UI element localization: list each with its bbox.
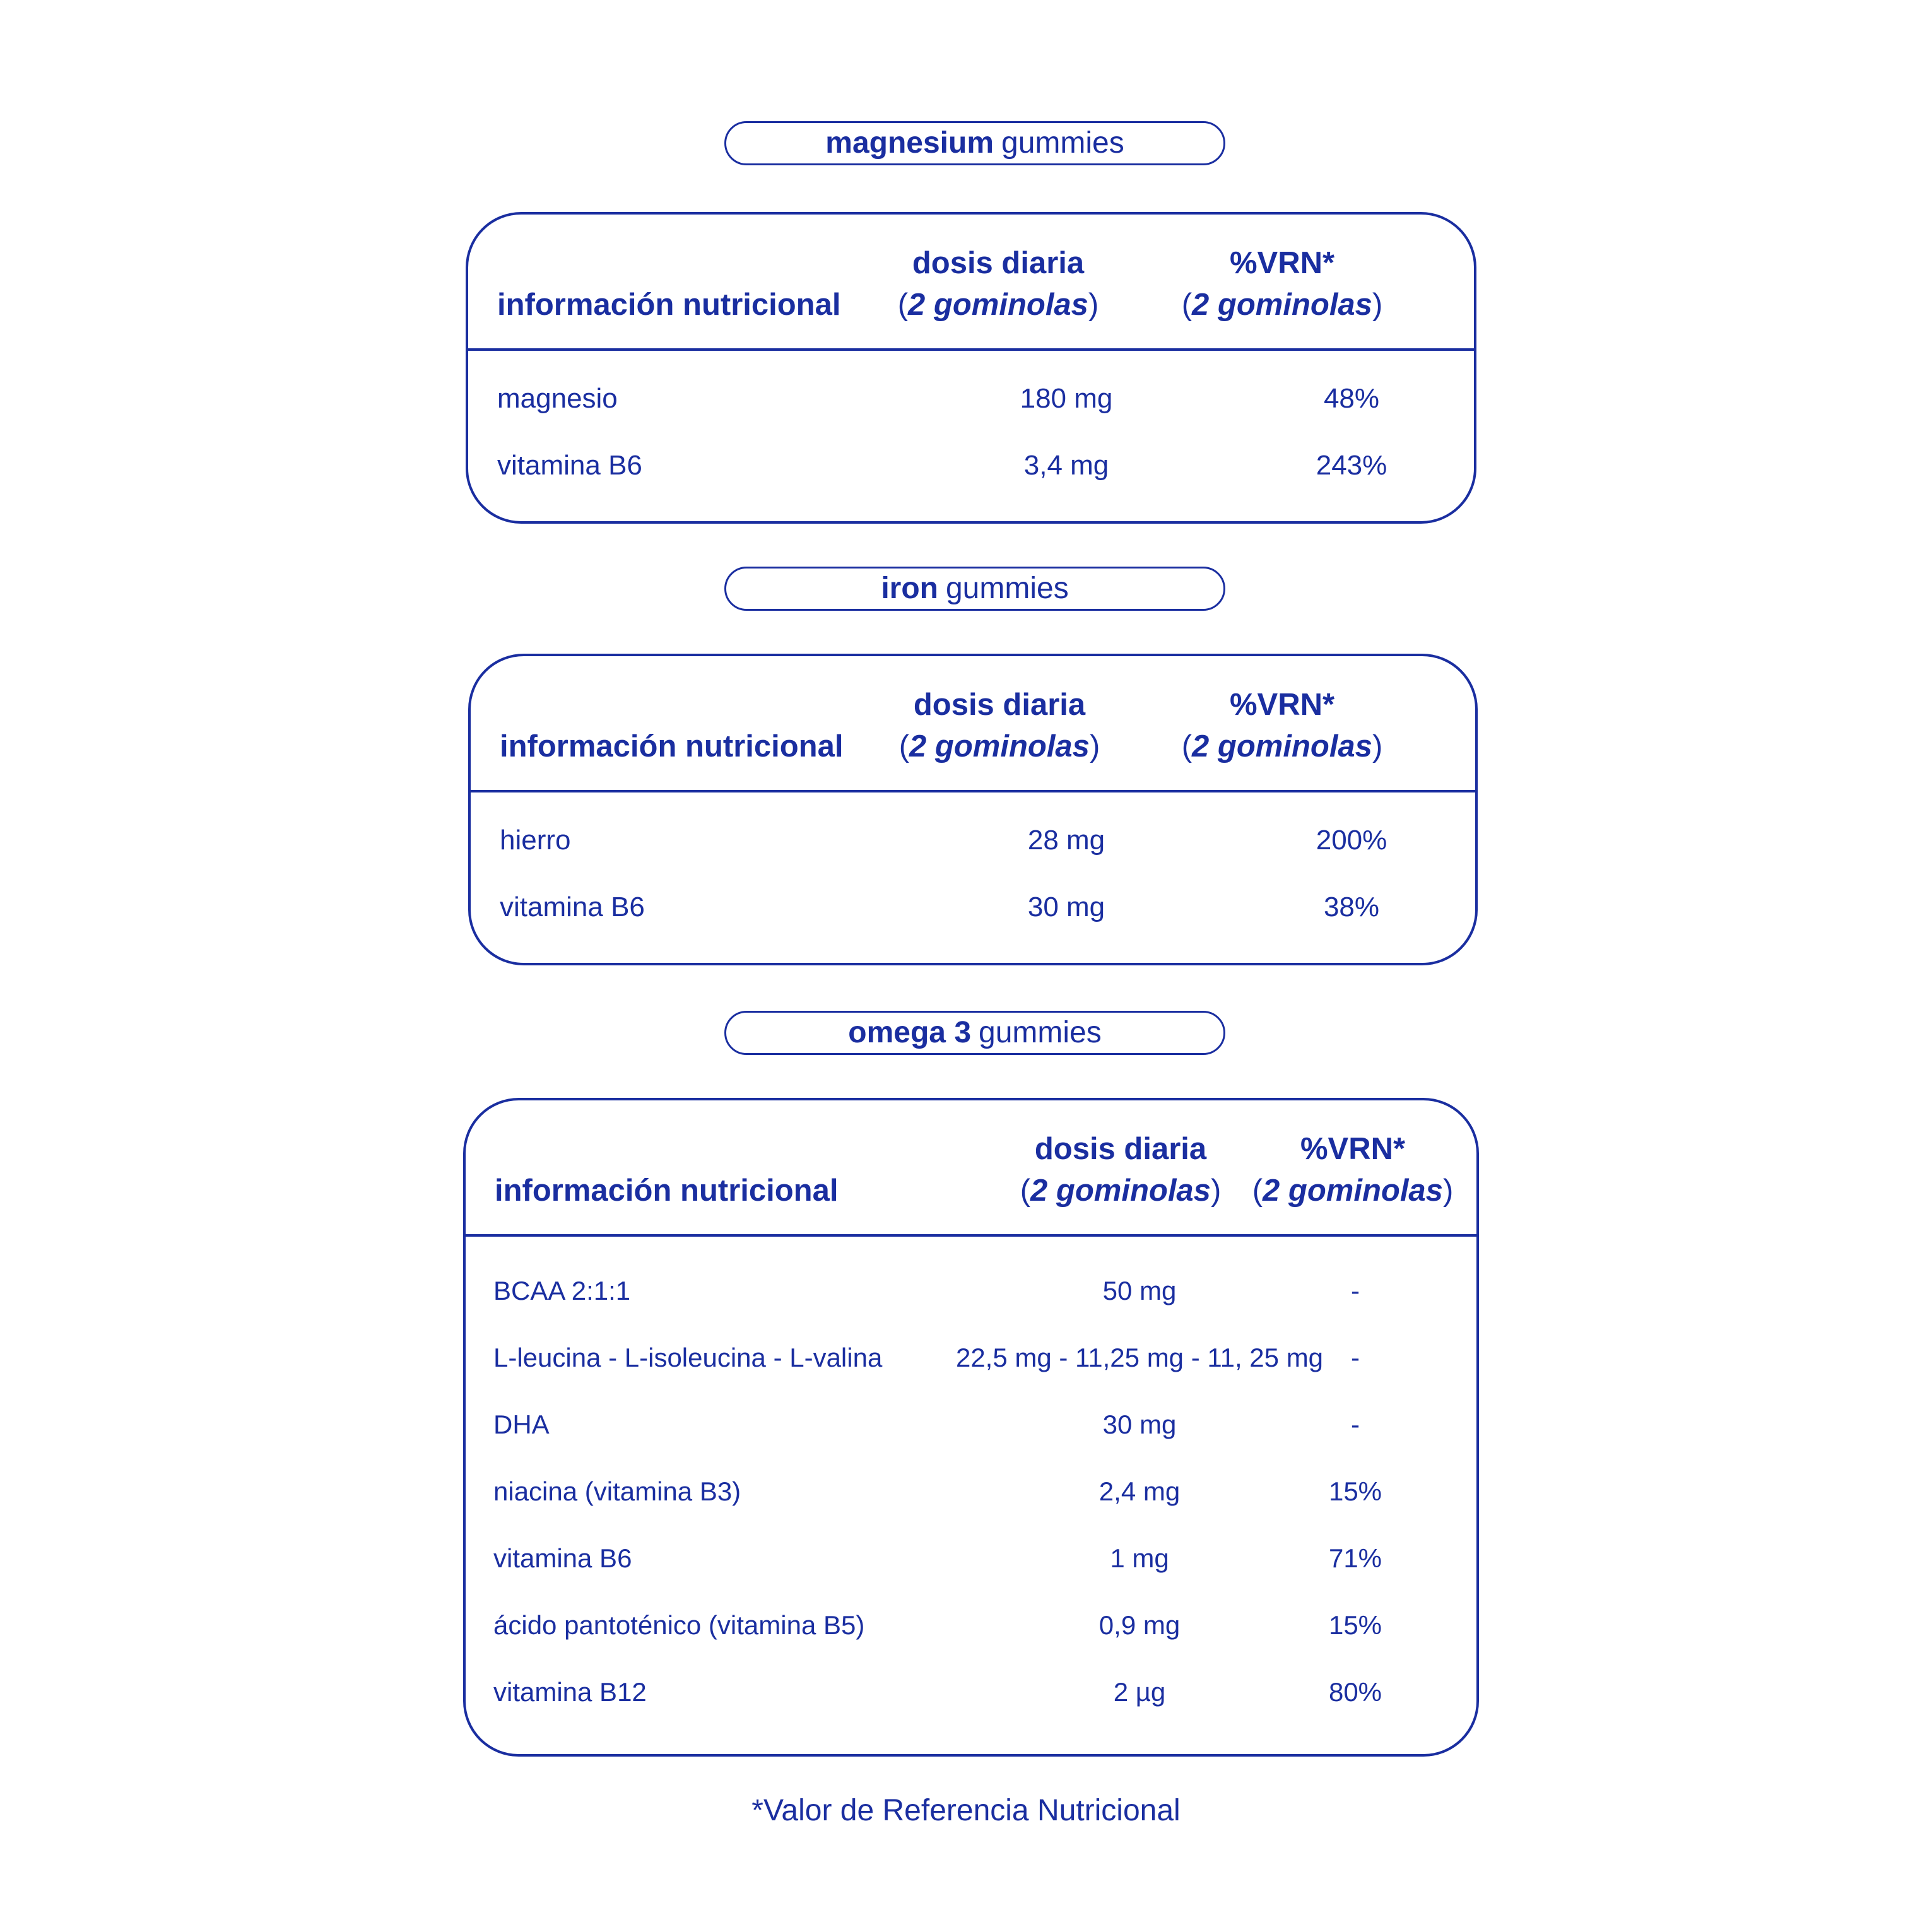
header-label: información nutricional xyxy=(500,729,844,763)
header-dose-sub: 2 gominolas xyxy=(1030,1174,1211,1208)
nutrient-name: ácido pantoténico (vitamina B5) xyxy=(493,1610,865,1640)
header-dose-title: dosis diaria xyxy=(912,246,1085,280)
nutrient-dose: 30 mg xyxy=(1027,892,1105,922)
header-vrn-title: %VRN* xyxy=(1229,246,1335,280)
header-dose: dosis diaria (2 gominolas) xyxy=(1007,1128,1234,1211)
header-vrn: %VRN* (2 gominolas) xyxy=(1239,1128,1466,1211)
nutrient-dose: 28 mg xyxy=(1027,825,1105,856)
header-vrn-sub: 2 gominolas xyxy=(1192,288,1372,322)
nutrient-vrn: 15% xyxy=(1328,1476,1382,1506)
nutrient-name: vitamina B12 xyxy=(493,1677,647,1707)
nutrition-table-magnesium xyxy=(466,212,1476,524)
section-title-rest: gummies xyxy=(979,1016,1102,1049)
header-vrn: %VRN* (2 gominolas) xyxy=(1143,242,1421,326)
section-title-iron xyxy=(724,567,1225,611)
table-row xyxy=(466,1406,1476,1444)
nutrient-dose: 0,9 mg xyxy=(1099,1610,1181,1640)
nutrient-vrn: - xyxy=(1351,1410,1360,1439)
section-title-omega3 xyxy=(724,1011,1225,1055)
footnote: *Valor de Referencia Nutricional xyxy=(751,1794,1181,1827)
nutrient-dose: 30 mg xyxy=(1102,1410,1177,1439)
header-vrn: %VRN* (2 gominolas) xyxy=(1143,684,1421,767)
header-dose-sub: 2 gominolas xyxy=(908,288,1088,322)
nutrient-dose: 22,5 mg - 11,25 mg - 11, 25 mg xyxy=(955,1343,1324,1372)
header-label: información nutricional xyxy=(497,288,841,322)
nutrient-dose: 1 mg xyxy=(1110,1543,1169,1573)
section-title-bold: omega 3 xyxy=(848,1016,972,1049)
section-title-rest: gummies xyxy=(945,572,1069,605)
nutrient-vrn: 15% xyxy=(1328,1610,1382,1640)
nutrient-name: vitamina B6 xyxy=(493,1543,632,1573)
nutrient-vrn: 48% xyxy=(1323,383,1380,414)
table-row xyxy=(466,1339,1476,1377)
nutrient-name: niacina (vitamina B3) xyxy=(493,1476,741,1506)
table-header xyxy=(466,1100,1476,1237)
nutrient-name: magnesio xyxy=(497,383,618,414)
section-title-magnesium xyxy=(724,121,1225,165)
section-title-rest: gummies xyxy=(1001,126,1124,160)
header-vrn-title: %VRN* xyxy=(1300,1132,1406,1166)
table-row xyxy=(466,1473,1476,1511)
nutrient-vrn: - xyxy=(1351,1276,1360,1305)
header-dose: dosis diaria (2 gominolas) xyxy=(861,684,1138,767)
nutrient-name: vitamina B6 xyxy=(497,450,642,481)
header-vrn-sub: 2 gominolas xyxy=(1192,729,1372,763)
table-row xyxy=(471,822,1475,859)
table-row xyxy=(468,380,1474,418)
nutrient-name: DHA xyxy=(493,1410,550,1439)
header-label: información nutricional xyxy=(495,1174,839,1208)
nutrition-table-omega3 xyxy=(463,1098,1479,1757)
section-title-bold: iron xyxy=(881,572,938,605)
nutrient-vrn: - xyxy=(1351,1343,1360,1372)
table-row xyxy=(466,1606,1476,1644)
header-dose-sub: 2 gominolas xyxy=(909,729,1090,763)
nutrient-dose: 180 mg xyxy=(1020,383,1113,414)
header-dose-title: dosis diaria xyxy=(1034,1132,1207,1166)
section-title-bold: magnesium xyxy=(825,126,994,160)
table-row xyxy=(471,888,1475,926)
nutrient-name: BCAA 2:1:1 xyxy=(493,1276,631,1305)
table-row xyxy=(466,1540,1476,1577)
nutrient-vrn: 38% xyxy=(1323,892,1380,922)
header-vrn-sub: 2 gominolas xyxy=(1263,1174,1443,1208)
header-dose-title: dosis diaria xyxy=(913,688,1086,722)
table-header xyxy=(468,215,1474,351)
nutrient-name: hierro xyxy=(500,825,571,856)
table-row xyxy=(466,1272,1476,1310)
nutrient-vrn: 200% xyxy=(1316,825,1387,856)
header-dose: dosis diaria (2 gominolas) xyxy=(859,242,1137,326)
table-row xyxy=(468,447,1474,485)
nutrient-vrn: 80% xyxy=(1328,1677,1382,1707)
nutrient-name: L-leucina - L-isoleucina - L-valina xyxy=(493,1343,883,1372)
nutrient-dose: 3,4 mg xyxy=(1023,450,1109,481)
nutrient-vrn: 243% xyxy=(1316,450,1387,481)
nutrient-name: vitamina B6 xyxy=(500,892,645,922)
nutrition-table-iron xyxy=(468,654,1478,965)
table-row xyxy=(466,1673,1476,1711)
nutrient-vrn: 71% xyxy=(1328,1543,1382,1573)
nutrient-dose: 2,4 mg xyxy=(1099,1476,1181,1506)
header-vrn-title: %VRN* xyxy=(1229,688,1335,722)
nutrient-dose: 2 µg xyxy=(1113,1677,1166,1707)
table-header xyxy=(471,656,1475,792)
nutrient-dose: 50 mg xyxy=(1102,1276,1177,1305)
